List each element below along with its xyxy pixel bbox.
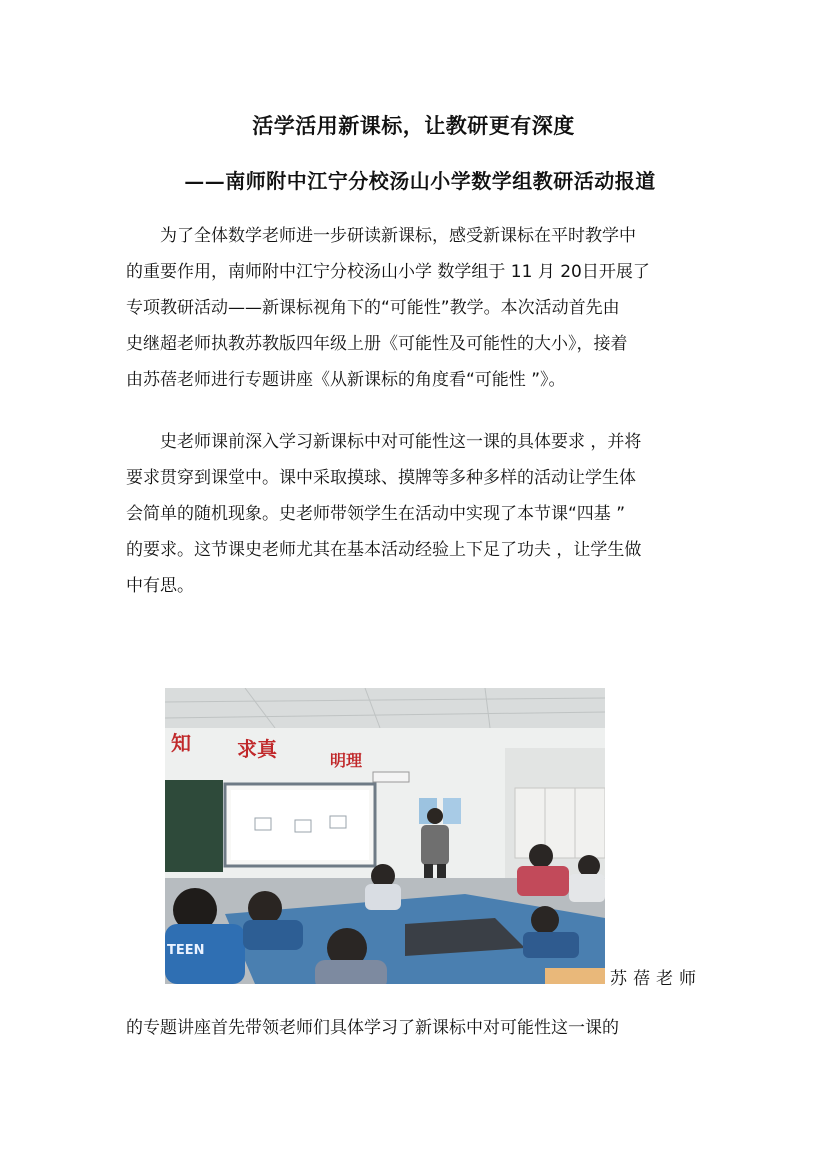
paragraph-line: 专项教研活动——新课标视角下的“可能性”教学。本次活动首先由	[126, 298, 620, 318]
classroom-photo	[165, 688, 605, 984]
shirt-text: TEEN	[167, 943, 205, 958]
paragraph-line: 由苏蓓老师进行专题讲座《从新课标的角度看“可能性 ”》。	[126, 370, 566, 390]
paragraph-line: 的专题讲座首先带领老师们具体学习了新课标中对可能性这一课的	[126, 1018, 619, 1038]
paragraph-line: 史继超老师执教苏教版四年级上册《可能性及可能性的大小》，接着	[126, 334, 628, 354]
paragraph-line: 的要求。这节课史老师尤其在基本活动经验上下足了功夫 ，让学生做	[126, 540, 642, 560]
paragraph-2	[126, 424, 702, 604]
paragraph-line: 为了全体数学老师进一步研读新课标，感受新课标在平时教学中	[160, 226, 636, 246]
paragraph-line: 中有思。	[126, 576, 194, 596]
paragraph-3	[126, 1010, 702, 1046]
paragraph-3-start: 苏蓓老师	[610, 969, 702, 989]
wall-slogan-right: 明理	[330, 751, 363, 770]
wall-slogan-left: 知	[171, 731, 191, 755]
paragraph-line: 的重要作用，南师附中江宁分校汤山小学 数学组于 11 月 20日开展了	[126, 262, 650, 282]
paragraph-line: 会简单的随机现象。史老师带领学生在活动中实现了本节课“四基 ”	[126, 504, 626, 524]
page-subtitle: ——南师附中江宁分校汤山小学数学组教研活动报道	[184, 169, 656, 193]
paragraph-line: 史老师课前深入学习新课标中对可能性这一课的具体要求 ，并将	[160, 432, 642, 452]
wall-slogan-middle: 求真	[237, 737, 277, 761]
paragraph-line: 要求贯穿到课堂中。课中采取摸球、摸牌等多种多样的活动让学生体	[126, 468, 636, 488]
paragraph-1	[126, 218, 702, 398]
page-title: 活学活用新课标，让教研更有深度	[252, 113, 575, 138]
